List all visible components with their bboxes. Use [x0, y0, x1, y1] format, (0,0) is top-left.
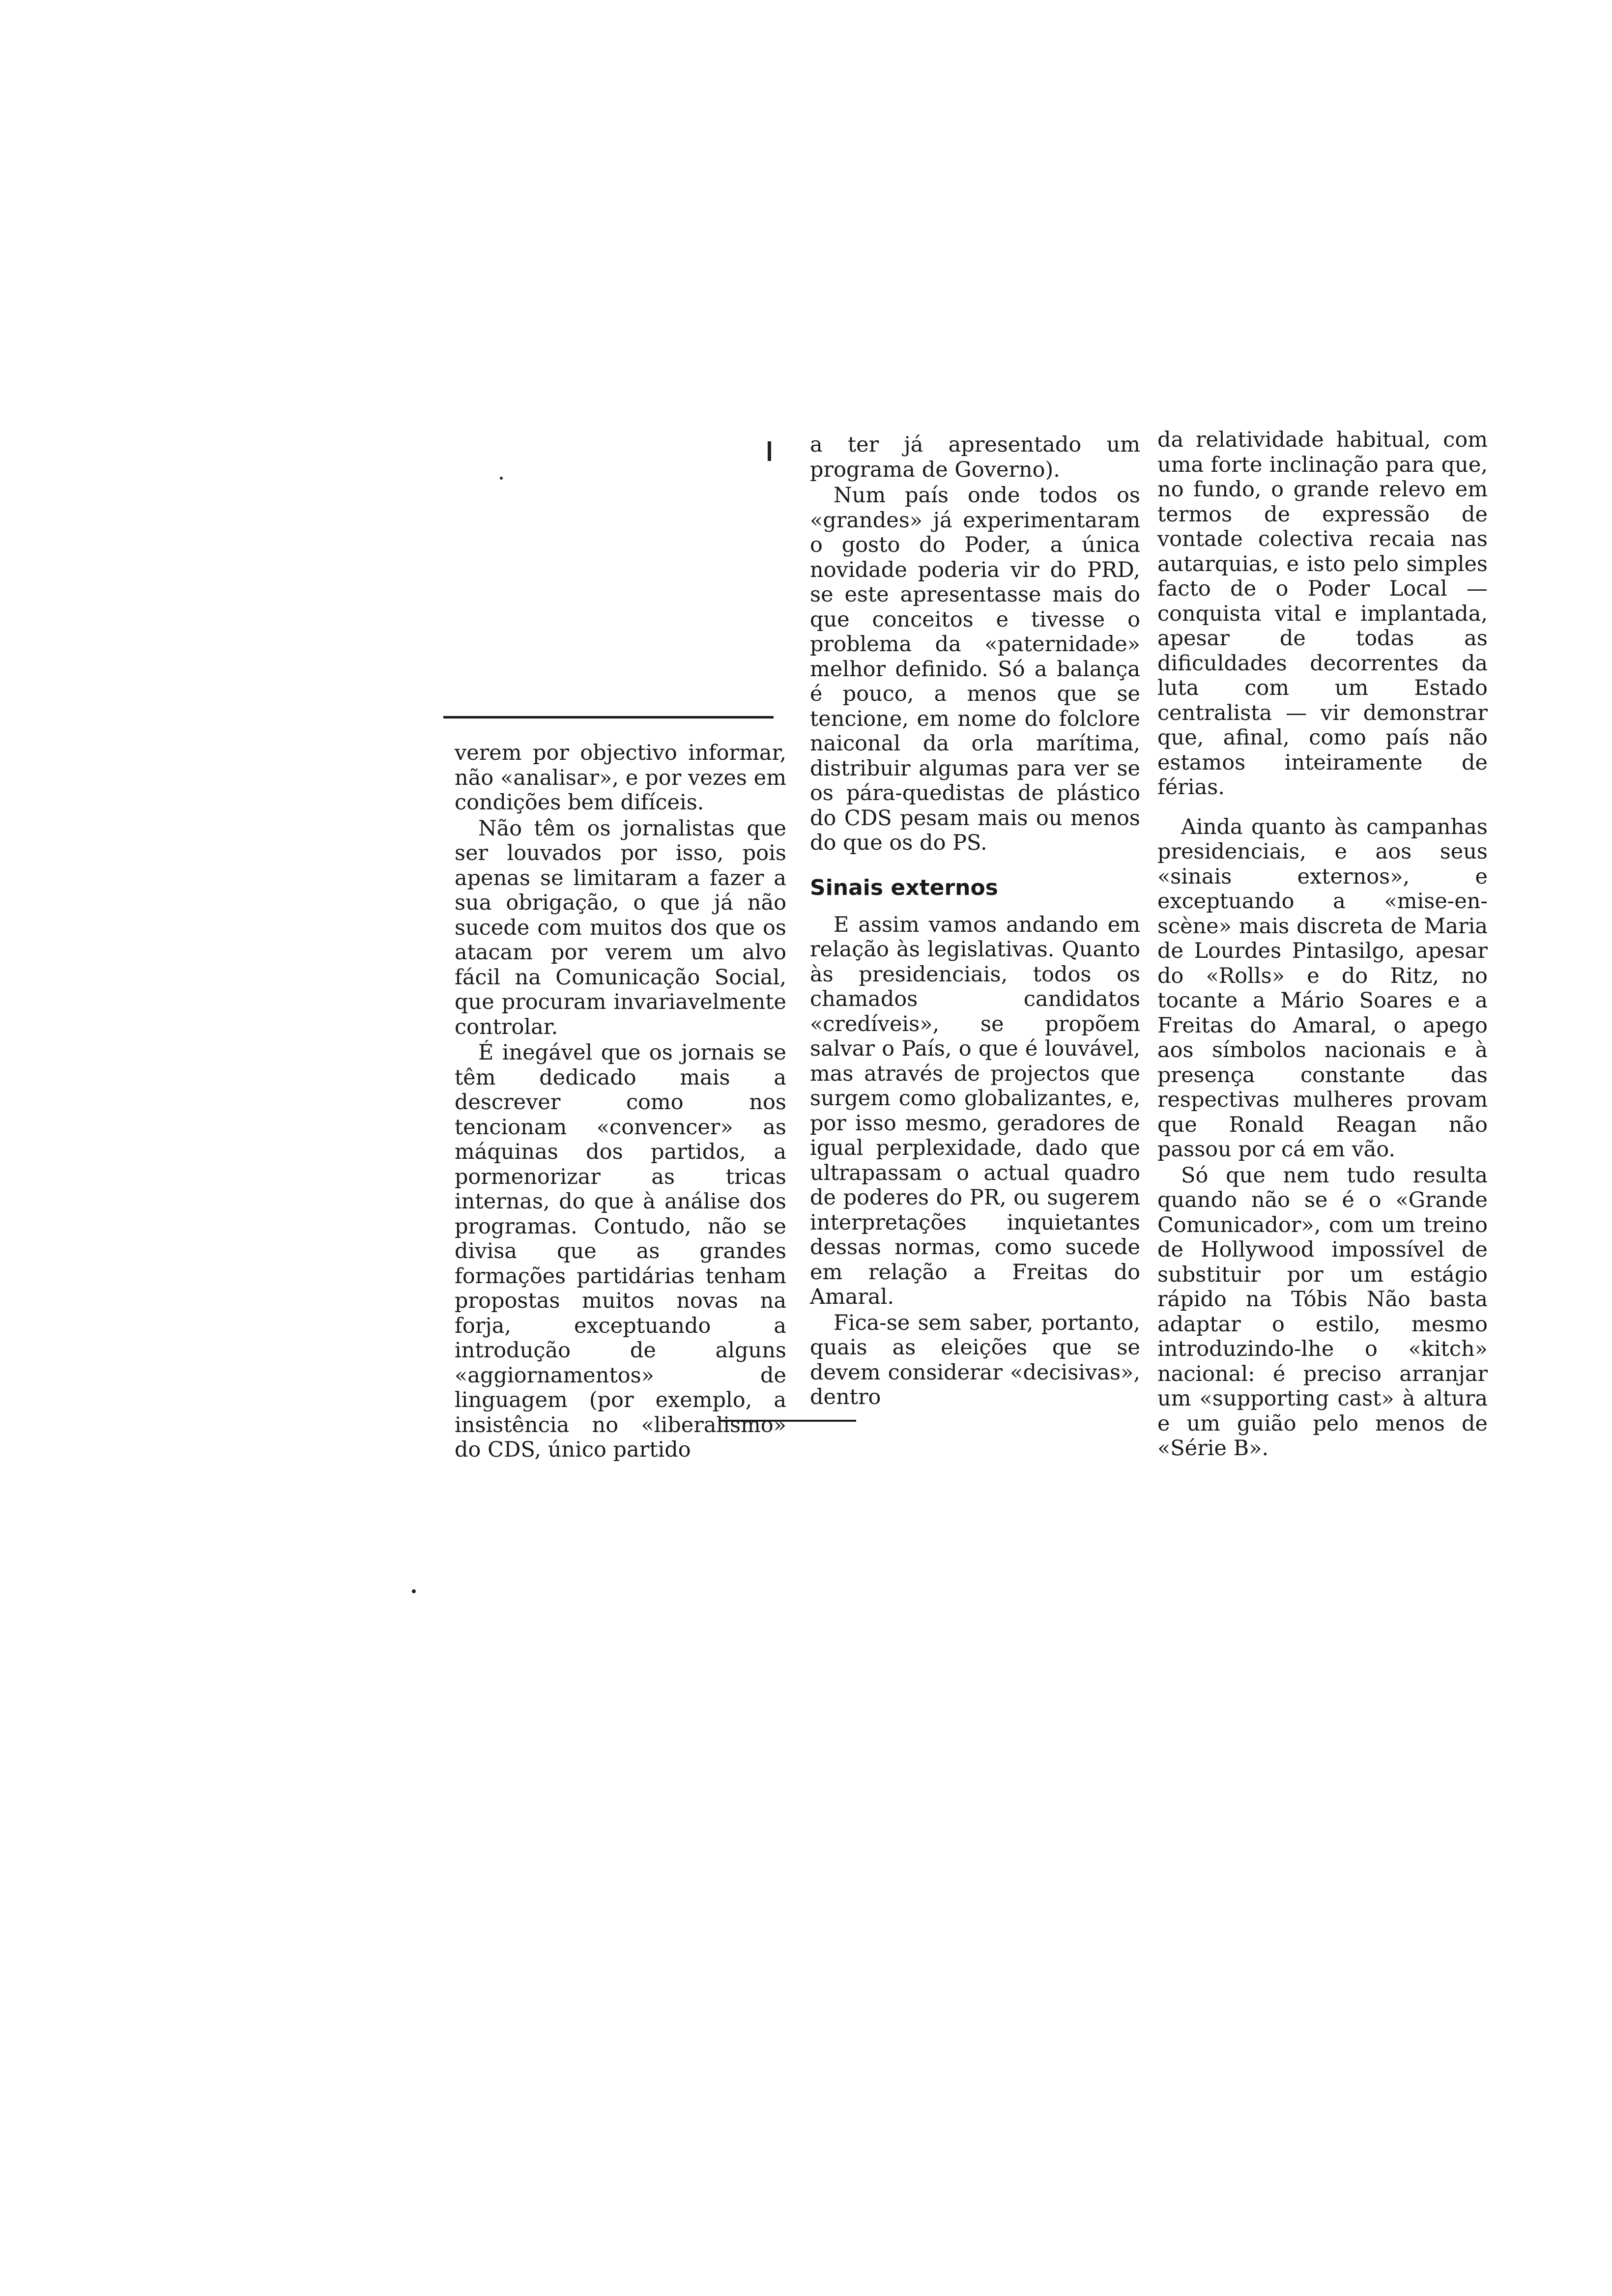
- paragraph-gap: [1157, 800, 1488, 815]
- speck-dot: [412, 1589, 416, 1593]
- speck-dot: [500, 477, 503, 480]
- article-column-2: [810, 432, 1140, 1410]
- paragraph: Só que nem tudo resulta quando não se é o «Grande Comunicador», com um treino de Hollywood impossível de substituir por um estágio rápido na Tóbis Não basta adaptar o estilo, mesmo introduzindo-lhe o «kitch» nacional: é preciso arranjar um «supporting cast» à altura e um guião pelo menos de «Série B».: [1157, 1163, 1488, 1461]
- column-top-rule: [443, 716, 774, 718]
- paragraph: da relatividade habitual, com uma forte inclinação para que, no fundo, o grande relevo em termos de expressão de vontade colectiva recaia nas autarquias, e isto pelo simples facto de o Poder Local — conquista vital e implantada, apesar de todas as dificuldades decorrentes da luta com um Estado centralista — vir demonstrar que, afinal, como país não estamos inteiramente de férias.: [1157, 428, 1488, 800]
- paragraph: É inegável que os jornais se têm dedicado mais a descrever como nos tencionam «convencer» as máquinas dos partidos, a pormenorizar as tricas internas, do que à análise dos programas. Contudo, não se divisa que as grandes formações partidárias tenham propostas muitos novas na forja, exceptuando a introdução de alguns «aggiornamentos» de linguagem (por exemplo, a insistência no «liberalismo» do CDS, único partido: [455, 1040, 786, 1462]
- paragraph: verem por objectivo informar, não «analisar», e por vezes em condições bem difíceis.: [455, 741, 786, 815]
- paragraph: Num país onde todos os «grandes» já experimentaram o gosto do Poder, a única novidade poderia vir do PRD, se este apresentasse mais do que conceitos e tivesse o problema da «paternidade» melhor definido. Só a balança é pouco, a menos que se tencione, em nome do folclore naiconal da orla marítima, distribuir algumas para ver se os pára-quedistas de plástico do CDS pesam mais ou menos do que os do PS.: [810, 483, 1140, 855]
- paragraph: a ter já apresentado um programa de Governo).: [810, 432, 1140, 482]
- article-column-1: [455, 741, 786, 1463]
- paragraph: E assim vamos andando em relação às legislativas. Quanto às presidenciais, todos os chamados candidatos «credíveis», se propõem salvar o País, o que é louvável, mas através de projectos que surgem como globalizantes, e, por isso mesmo, geradores de igual perplexidade, dado que ultrapassam o actual quadro de poderes do PR, ou sugerem interpretações inquietantes dessas normas, como sucede em relação a Freitas do Amaral.: [810, 912, 1140, 1309]
- paragraph: Fica-se sem saber, portanto, quais as eleições que se devem considerar «decisivas», dentro: [810, 1310, 1140, 1409]
- section-subheading: Sinais externos: [810, 875, 998, 900]
- paragraph: Ainda quanto às campanhas presidenciais, e aos seus «sinais externos», e exceptuando a «mise-en-scène» mais discreta de Maria de Lourdes Pintasilgo, apesar do «Rolls» e do Ritz, no tocante a Mário Soares e a Freitas do Amaral, o apego aos símbolos nacionais e à presença constante das respectivas mulheres provam que Ronald Reagan não passou por cá em vão.: [1157, 814, 1488, 1162]
- article-column-3: [1157, 428, 1488, 1461]
- paragraph: Não têm os jornalistas que ser louvados por isso, pois apenas se limitaram a fazer a sua obrigação, o que já não sucede com muitos dos que os atacam por verem um alvo fácil na Comunicação Social, que procuram invariavelmente controlar.: [455, 816, 786, 1039]
- column-mark: [768, 441, 771, 461]
